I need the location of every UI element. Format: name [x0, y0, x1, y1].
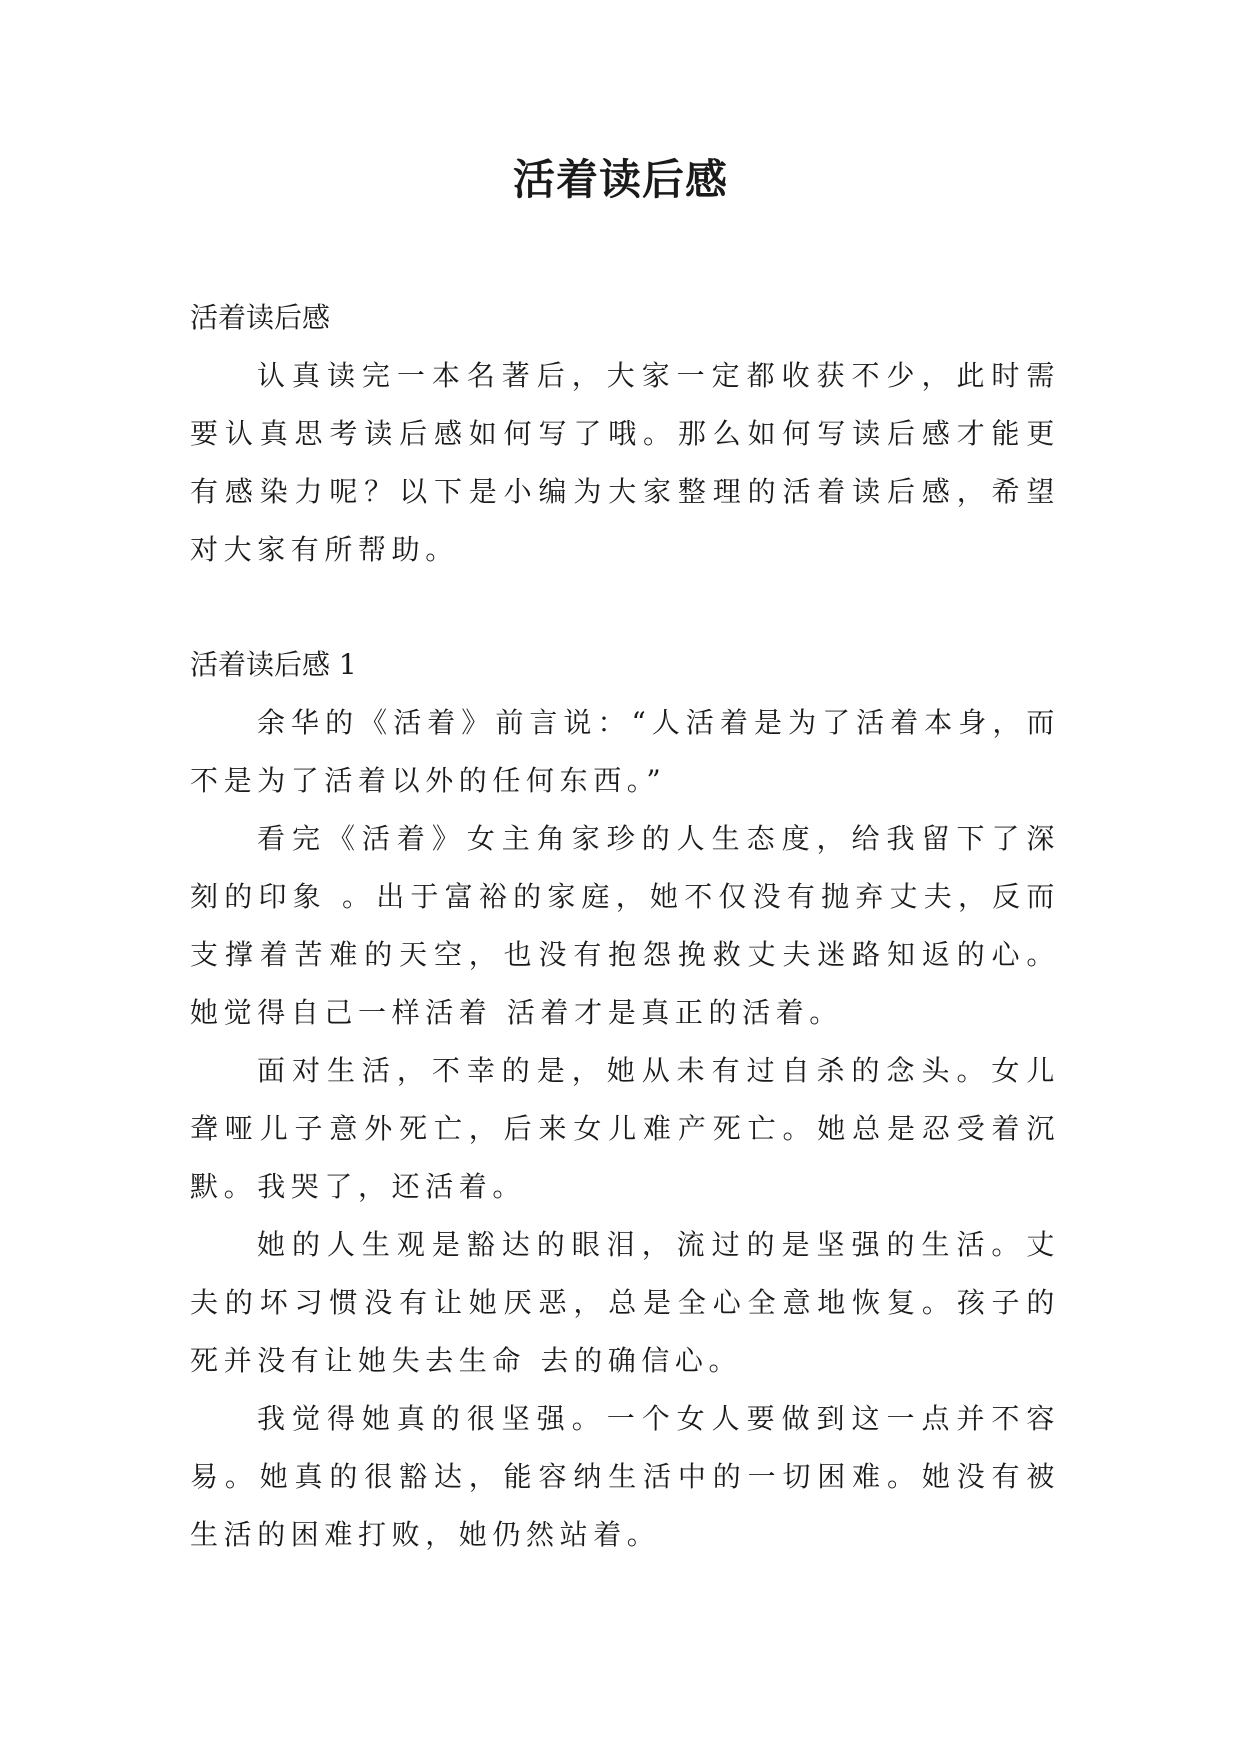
section-spacer: [190, 579, 1060, 636]
body-paragraph-3: 面对生活，不幸的是，她从未有过自杀的念头。女儿聋哑儿子意外死亡，后来女儿难产死亡。她总是忍受着沉默。我哭了，还活着。: [190, 1054, 1060, 1203]
document-title: 活着读后感: [512, 155, 728, 204]
document-body: [190, 289, 1060, 1564]
intro-heading: 活着读后感: [190, 301, 331, 334]
body-paragraph-2: 看完《活着》女主角家珍的人生态度，给我留下了深刻的印象 。出于富裕的家庭，她不仅没有抛弃丈夫，反而支撑着苦难的天空，也没有抱怨挽救丈夫迷路知返的心。她觉得自己一样活着 活着才是真正的活着。: [190, 822, 1060, 1029]
body-paragraph-1: 余华的《活着》前言说：“人活着是为了活着本身，而不是为了活着以外的任何东西。”: [190, 706, 1060, 797]
section-heading: 活着读后感 1: [190, 648, 357, 681]
body-paragraph-5: 我觉得她真的很坚强。一个女人要做到这一点并不容易。她真的很豁达，能容纳生活中的一切困难。她没有被生活的困难打败，她仍然站着。: [190, 1402, 1060, 1551]
intro-paragraph: 认真读完一本名著后，大家一定都收获不少，此时需要认真思考读后感如何写了哦。那么如何写读后感才能更有感染力呢？以下是小编为大家整理的活着读后感，希望对大家有所帮助。: [190, 359, 1060, 566]
body-paragraph-4: 她的人生观是豁达的眼泪，流过的是坚强的生活。丈夫的坏习惯没有让她厌恶，总是全心全意地恢复。孩子的死并没有让她失去生命 去的确信心。: [190, 1228, 1060, 1377]
